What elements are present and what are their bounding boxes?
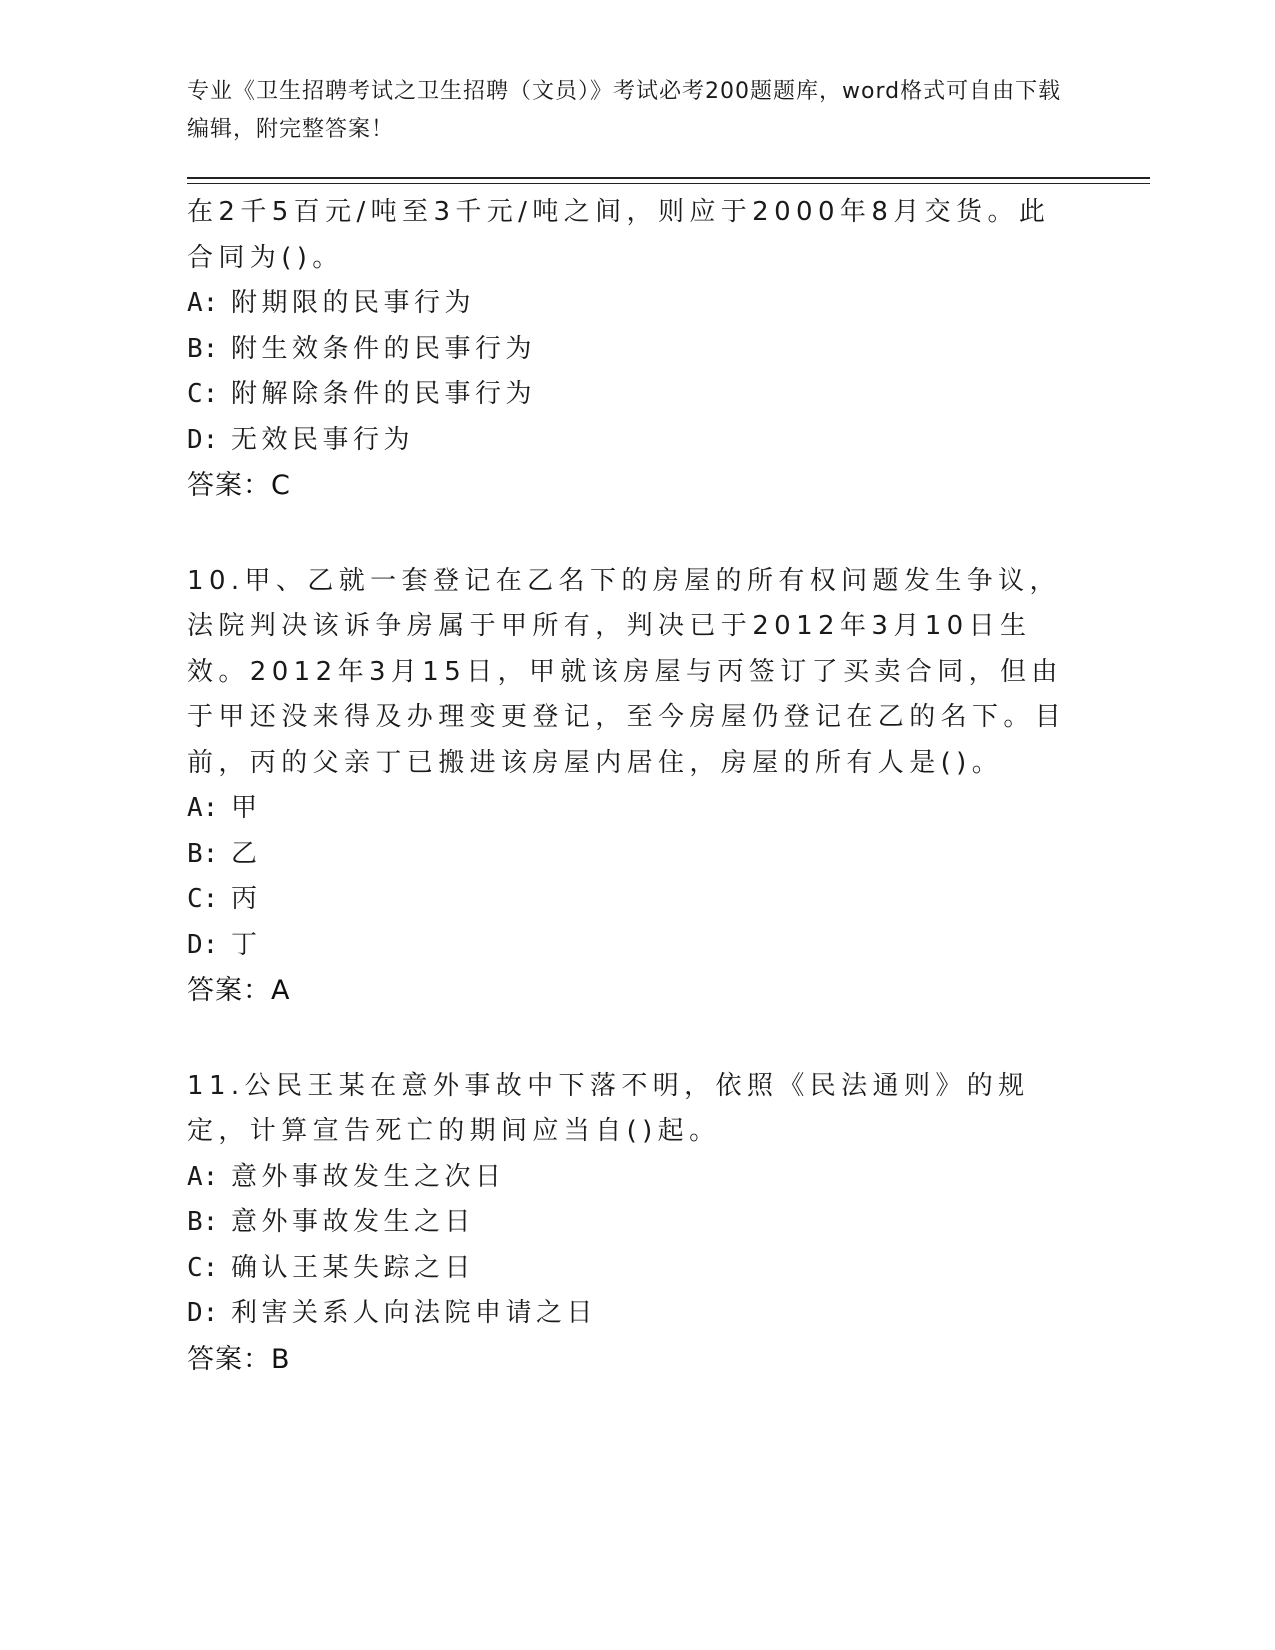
- option-key: C:: [187, 1252, 219, 1283]
- option-key: A:: [187, 793, 219, 823]
- option-key: D:: [187, 424, 219, 455]
- option-c: [187, 372, 1077, 418]
- option-text: 附解除条件的民事行为: [231, 379, 537, 409]
- question-spacer: [187, 509, 1077, 559]
- option-key: A:: [187, 1161, 219, 1192]
- option-key: B:: [187, 838, 219, 869]
- option-text: 甲: [231, 793, 262, 823]
- question-stem: 在2千5百元/吨至3千元/吨之间，则应于2000年8月交货。此合同为()。: [187, 197, 1051, 273]
- option-a: [187, 281, 1077, 327]
- option-text: 丙: [231, 884, 262, 914]
- option-c: [187, 1246, 1077, 1292]
- option-b: [187, 1200, 1077, 1246]
- option-text: 确认王某失踪之日: [231, 1252, 476, 1283]
- option-text: 附期限的民事行为: [231, 288, 476, 318]
- question-block: [187, 559, 1077, 1014]
- option-c: [187, 877, 1077, 923]
- option-key: B:: [187, 333, 219, 364]
- option-text: 意外事故发生之日: [231, 1207, 476, 1237]
- question-block: [187, 190, 1077, 509]
- option-a: [187, 1155, 1077, 1201]
- option-text: 附生效条件的民事行为: [231, 333, 537, 364]
- option-key: C:: [187, 884, 219, 914]
- option-key: D:: [187, 1298, 219, 1328]
- option-text: 丁: [231, 929, 262, 960]
- option-d: [187, 418, 1077, 464]
- answer-line: 答案：C: [187, 470, 291, 501]
- answer-line: 答案：B: [187, 1343, 291, 1375]
- option-b: [187, 327, 1077, 373]
- answer-line: 答案：A: [187, 975, 291, 1006]
- question-spacer: [187, 1014, 1077, 1064]
- option-text: 利害关系人向法院申请之日: [231, 1298, 598, 1328]
- option-key: C:: [187, 379, 219, 409]
- header-divider: [187, 177, 1150, 179]
- option-a: [187, 786, 1077, 832]
- option-text: 无效民事行为: [231, 424, 415, 455]
- option-d: [187, 1291, 1077, 1337]
- option-d: [187, 923, 1077, 969]
- document-header: 专业《卫生招聘考试之卫生招聘（文员）》考试必考200题题库，word格式可自由下载编辑，附完整答案！: [187, 79, 1062, 142]
- option-b: [187, 832, 1077, 878]
- option-key: A:: [187, 288, 219, 318]
- question-block: [187, 1064, 1077, 1383]
- question-list: [187, 190, 1077, 1382]
- option-key: B:: [187, 1207, 219, 1237]
- question-stem: 10.甲、乙就一套登记在乙名下的房屋的所有权问题发生争议，法院判决该诉争房属于甲所有，判决已于2012年3月10日生效。2012年3月15日，甲就该房屋与丙签订了买卖合同，但由于甲还没来得及办理变更登记，至今房屋仍登记在乙的名下。目前，丙的父亲丁已搬进该房屋内居住，房屋的所有人是()。: [187, 565, 1067, 778]
- question-stem: 11.公民王某在意外事故中下落不明，依照《民法通则》的规定，计算宣告死亡的期间应当自()起。: [187, 1070, 1030, 1146]
- header-divider-thin: [187, 183, 1150, 184]
- option-text: 乙: [231, 838, 262, 869]
- option-key: D:: [187, 929, 219, 960]
- option-text: 意外事故发生之次日: [231, 1161, 506, 1192]
